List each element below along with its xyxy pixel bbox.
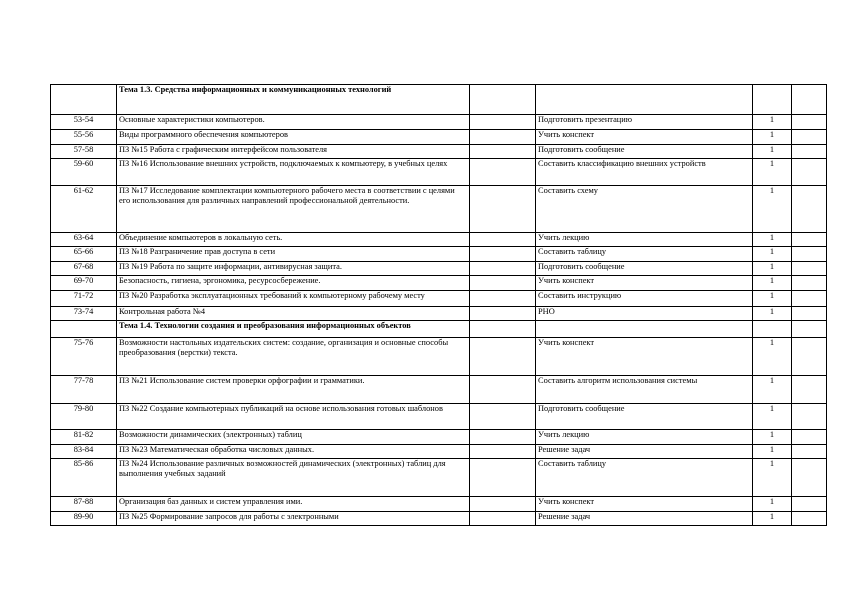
homework-cell: Учить конспект xyxy=(536,497,753,512)
hours-cell: 1 xyxy=(753,247,792,262)
homework-cell: Учить конспект xyxy=(536,338,753,376)
homework-cell: Учить лекцию xyxy=(536,233,753,247)
hours-cell: 1 xyxy=(753,404,792,430)
lesson-topic-cell: Контрольная работа №4 xyxy=(117,307,470,321)
hours-cell: 1 xyxy=(753,307,792,321)
lesson-number-cell: 71-72 xyxy=(51,291,117,307)
blank-cell xyxy=(470,233,536,247)
extra-cell xyxy=(792,459,827,497)
lesson-number-cell: 87-88 xyxy=(51,497,117,512)
extra-cell xyxy=(792,262,827,276)
extra-cell xyxy=(792,85,827,115)
table-row xyxy=(51,159,827,186)
lesson-number-cell: 79-80 xyxy=(51,404,117,430)
homework-cell: Учить лекцию xyxy=(536,430,753,445)
lesson-number-cell: 67-68 xyxy=(51,262,117,276)
extra-cell xyxy=(792,115,827,130)
blank-cell xyxy=(470,186,536,233)
lesson-number-cell: 81-82 xyxy=(51,430,117,445)
table-row xyxy=(51,430,827,445)
hours-cell: 1 xyxy=(753,376,792,404)
homework-cell: Составить схему xyxy=(536,186,753,233)
homework-cell: Составить таблицу xyxy=(536,459,753,497)
table-row xyxy=(51,497,827,512)
extra-cell xyxy=(792,307,827,321)
hours-cell: 1 xyxy=(753,430,792,445)
table-row xyxy=(51,512,827,526)
section-row xyxy=(51,85,827,115)
lesson-number-cell: 65-66 xyxy=(51,247,117,262)
hours-cell xyxy=(753,321,792,338)
lesson-topic-cell: ПЗ №15 Работа с графическим интерфейсом пользователя xyxy=(117,145,470,159)
lesson-number-cell xyxy=(51,321,117,338)
lesson-number-cell: 59-60 xyxy=(51,159,117,186)
lesson-number-cell: 89-90 xyxy=(51,512,117,526)
hours-cell xyxy=(753,85,792,115)
extra-cell xyxy=(792,186,827,233)
hours-cell: 1 xyxy=(753,115,792,130)
lesson-topic-cell: Основные характеристики компьютеров. xyxy=(117,115,470,130)
hours-cell: 1 xyxy=(753,445,792,459)
homework-cell: Подготовить сообщение xyxy=(536,262,753,276)
hours-cell: 1 xyxy=(753,512,792,526)
lesson-number-cell: 83-84 xyxy=(51,445,117,459)
blank-cell xyxy=(470,276,536,291)
homework-cell: Решение задач xyxy=(536,512,753,526)
table-row xyxy=(51,130,827,145)
extra-cell xyxy=(792,445,827,459)
homework-cell: Составить инструкцию xyxy=(536,291,753,307)
hours-cell: 1 xyxy=(753,276,792,291)
blank-cell xyxy=(470,512,536,526)
table-row xyxy=(51,445,827,459)
extra-cell xyxy=(792,430,827,445)
section-row xyxy=(51,321,827,338)
extra-cell xyxy=(792,145,827,159)
lesson-number-cell: 61-62 xyxy=(51,186,117,233)
blank-cell xyxy=(470,445,536,459)
extra-cell xyxy=(792,497,827,512)
homework-cell: Составить алгоритм использования системы xyxy=(536,376,753,404)
lesson-number-cell: 73-74 xyxy=(51,307,117,321)
extra-cell xyxy=(792,291,827,307)
extra-cell xyxy=(792,276,827,291)
hours-cell: 1 xyxy=(753,186,792,233)
blank-cell xyxy=(470,430,536,445)
blank-cell xyxy=(470,459,536,497)
homework-cell: Составить классификацию внешних устройств xyxy=(536,159,753,186)
lesson-topic-cell: ПЗ №20 Разработка эксплуатационных требований к компьютерному рабочему месту xyxy=(117,291,470,307)
extra-cell xyxy=(792,159,827,186)
lesson-topic-cell: ПЗ №17 Исследование комплектации компьютерного рабочего места в соответствии с целями его использования для различных направлений профессиональной деятельности. xyxy=(117,186,470,233)
homework-cell xyxy=(536,85,753,115)
lesson-number-cell xyxy=(51,85,117,115)
blank-cell xyxy=(470,85,536,115)
hours-cell: 1 xyxy=(753,291,792,307)
lesson-number-cell: 55-56 xyxy=(51,130,117,145)
lesson-topic-cell: ПЗ №23 Математическая обработка числовых данных. xyxy=(117,445,470,459)
hours-cell: 1 xyxy=(753,233,792,247)
lesson-number-cell: 69-70 xyxy=(51,276,117,291)
blank-cell xyxy=(470,159,536,186)
lesson-topic-cell: Тема 1.4. Технологии создания и преобразования информационных объектов xyxy=(117,321,470,338)
table-row xyxy=(51,262,827,276)
hours-cell: 1 xyxy=(753,262,792,276)
extra-cell xyxy=(792,512,827,526)
lesson-topic-cell: ПЗ №25 Формирование запросов для работы с электронными xyxy=(117,512,470,526)
lesson-plan-table xyxy=(50,84,827,526)
blank-cell xyxy=(470,262,536,276)
extra-cell xyxy=(792,376,827,404)
table-row xyxy=(51,186,827,233)
table-row xyxy=(51,247,827,262)
table-row xyxy=(51,404,827,430)
hours-cell: 1 xyxy=(753,459,792,497)
lesson-number-cell: 63-64 xyxy=(51,233,117,247)
blank-cell xyxy=(470,145,536,159)
blank-cell xyxy=(470,497,536,512)
table-row xyxy=(51,338,827,376)
lesson-number-cell: 57-58 xyxy=(51,145,117,159)
homework-cell: Подготовить сообщение xyxy=(536,404,753,430)
table-row xyxy=(51,376,827,404)
extra-cell xyxy=(792,321,827,338)
hours-cell: 1 xyxy=(753,497,792,512)
homework-cell: Подготовить презентацию xyxy=(536,115,753,130)
extra-cell xyxy=(792,130,827,145)
lesson-topic-cell: ПЗ №19 Работа по защите информации, антивирусная защита. xyxy=(117,262,470,276)
blank-cell xyxy=(470,115,536,130)
blank-cell xyxy=(470,321,536,338)
lesson-topic-cell: Организация баз данных и систем управления ими. xyxy=(117,497,470,512)
extra-cell xyxy=(792,247,827,262)
blank-cell xyxy=(470,338,536,376)
hours-cell: 1 xyxy=(753,130,792,145)
extra-cell xyxy=(792,338,827,376)
hours-cell: 1 xyxy=(753,338,792,376)
lesson-topic-cell: Виды программного обеспечения компьютеров xyxy=(117,130,470,145)
table-row xyxy=(51,459,827,497)
table-row xyxy=(51,115,827,130)
lesson-number-cell: 53-54 xyxy=(51,115,117,130)
lesson-topic-cell: ПЗ №24 Использование различных возможностей динамических (электронных) таблиц для выполнения учебных заданий xyxy=(117,459,470,497)
table-row xyxy=(51,233,827,247)
lesson-topic-cell: ПЗ №21 Использование систем проверки орфографии и грамматики. xyxy=(117,376,470,404)
homework-cell: Составить таблицу xyxy=(536,247,753,262)
table-row xyxy=(51,145,827,159)
lesson-topic-cell: Возможности настольных издательских систем: создание, организация и основные способы преобразования (верстки) текста. xyxy=(117,338,470,376)
homework-cell: Учить конспект xyxy=(536,276,753,291)
lesson-topic-cell: ПЗ №18 Разграничение прав доступа в сети xyxy=(117,247,470,262)
table-row xyxy=(51,276,827,291)
lesson-number-cell: 85-86 xyxy=(51,459,117,497)
lesson-topic-cell: Объединение компьютеров в локальную сеть. xyxy=(117,233,470,247)
lesson-topic-cell: Безопасность, гигиена, эргономика, ресурсосбережение. xyxy=(117,276,470,291)
homework-cell: РНО xyxy=(536,307,753,321)
lesson-number-cell: 75-76 xyxy=(51,338,117,376)
extra-cell xyxy=(792,404,827,430)
blank-cell xyxy=(470,307,536,321)
hours-cell: 1 xyxy=(753,145,792,159)
homework-cell: Учить конспект xyxy=(536,130,753,145)
table-row xyxy=(51,291,827,307)
lesson-number-cell: 77-78 xyxy=(51,376,117,404)
lesson-topic-cell: Возможности динамических (электронных) таблиц xyxy=(117,430,470,445)
homework-cell: Подготовить сообщение xyxy=(536,145,753,159)
lesson-topic-cell: ПЗ №22 Создание компьютерных публикаций на основе использования готовых шаблонов xyxy=(117,404,470,430)
table-row xyxy=(51,307,827,321)
lesson-topic-cell: Тема 1.3. Средства информационных и коммуникационных технологий xyxy=(117,85,470,115)
lesson-plan-body xyxy=(51,85,827,526)
blank-cell xyxy=(470,247,536,262)
lesson-topic-cell: ПЗ №16 Использование внешних устройств, подключаемых к компьютеру, в учебных целях xyxy=(117,159,470,186)
blank-cell xyxy=(470,376,536,404)
blank-cell xyxy=(470,404,536,430)
homework-cell xyxy=(536,321,753,338)
homework-cell: Решение задач xyxy=(536,445,753,459)
blank-cell xyxy=(470,291,536,307)
blank-cell xyxy=(470,130,536,145)
hours-cell: 1 xyxy=(753,159,792,186)
extra-cell xyxy=(792,233,827,247)
